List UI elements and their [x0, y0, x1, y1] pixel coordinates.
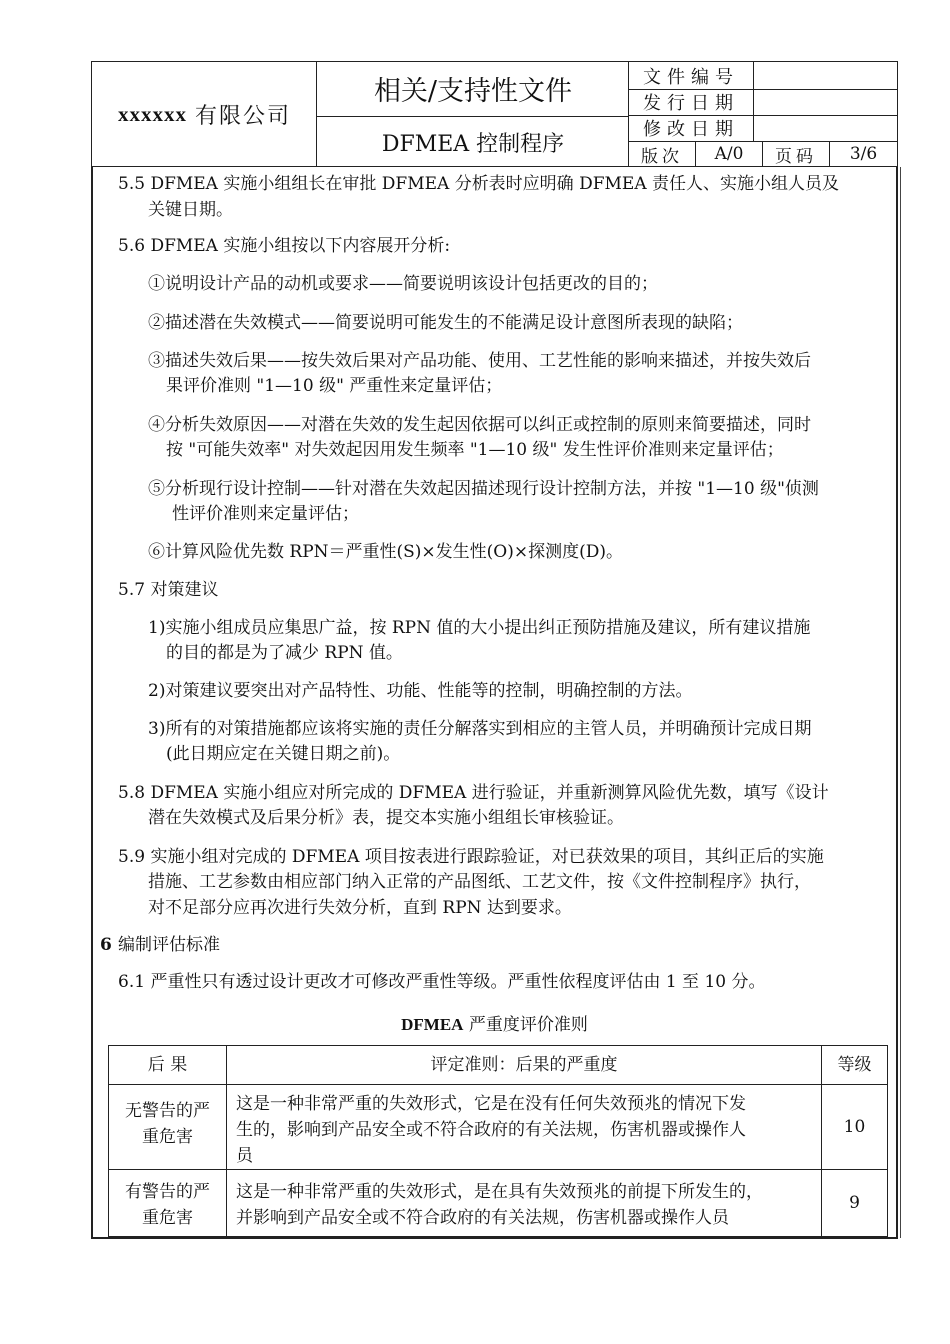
row-1-effect-line2: 重危害: [142, 1127, 193, 1147]
analysis-item-4-line2: 按 "可能失效率" 对失效起因用发生频率 "1—10 级" 发生性评价准则来定量评估；: [166, 440, 784, 460]
doc-type-title: 相关/支持性文件: [373, 75, 573, 107]
page-label: 页码: [775, 146, 817, 167]
revise-date-label: 修改日期: [643, 119, 739, 140]
section-5-5-line2: 关键日期。: [148, 200, 233, 220]
section-5-9-line3: 对不足部分应再次进行失效分析，直到 RPN 达到要求。: [148, 898, 572, 918]
section-5-5-line1: 5.5 DFMEA 实施小组组长在审批 DFMEA 分析表时应明确 DFMEA 责任人、实施小组人员及: [118, 174, 840, 194]
table-row-2-criteria: [236, 1179, 820, 1231]
version-value: A/0: [714, 144, 744, 164]
document-header: [91, 61, 898, 167]
frame-right-border: [896, 167, 898, 1238]
countermeasure-1-line2: 的目的都是为了减少 RPN 值。: [166, 643, 403, 663]
table-row-2-rank: 9: [849, 1193, 860, 1213]
table-row-1-rank: 10: [843, 1117, 866, 1137]
analysis-item-4-line1: ④分析失效原因——对潜在失效的发生起因依据可以纠正或控制的原则来简要描述，同时: [148, 415, 811, 435]
issue-date-value: [754, 89, 897, 115]
table-row-1-effect: [109, 1098, 226, 1150]
frame-bottom-border: [91, 1237, 898, 1239]
analysis-item-5-line1: ⑤分析现行设计控制——针对潜在失效起因描述现行设计控制方法，并按 "1—10 级"侦测: [148, 479, 819, 499]
section-5-8-line2: 潜在失效模式及后果分析》表，提交本实施小组组长审核验证。: [148, 808, 624, 828]
section-5-9-line1: 5.9 实施小组对完成的 DFMEA 项目按表进行跟踪验证，对已获效果的项目，其纠正后的实施: [118, 847, 824, 867]
analysis-item-2: ②描述潜在失效模式——简要说明可能发生的不能满足设计意图所表现的缺陷；: [148, 313, 743, 333]
severity-table-title-rest: 严重度评价准则: [468, 1015, 588, 1035]
version-label: 版次: [641, 146, 683, 167]
row-2-effect-line2: 重危害: [142, 1208, 193, 1228]
file-no-label: 文件编号: [643, 66, 739, 88]
analysis-item-5-line2: 性评价准则来定量评估；: [172, 504, 359, 524]
frame-left-border: [91, 167, 93, 1238]
row-2-effect-line1: 有警告的严: [125, 1182, 210, 1202]
severity-table-title-bold: DFMEA: [401, 1015, 464, 1034]
analysis-item-1: ①说明设计产品的动机或要求——简要说明该设计包括更改的目的；: [148, 274, 658, 294]
procedure-title: DFMEA 控制程序: [381, 131, 565, 157]
section-6-title: 编制评估标准: [118, 935, 220, 955]
row-1-effect-line1: 无警告的严: [125, 1101, 210, 1121]
analysis-item-6: ⑥计算风险优先数 RPN＝严重性(S)×发生性(O)×探测度(D)。: [148, 542, 624, 562]
header-effect: 后 果: [147, 1055, 188, 1075]
section-6-number: 6: [100, 935, 112, 955]
table-row-2-effect: [109, 1179, 226, 1231]
countermeasure-1-line1: 1)实施小组成员应集思广益，按 RPN 值的大小提出纠正预防措施及建议，所有建议措施: [148, 618, 811, 638]
section-5-7: 5.7 对策建议: [118, 580, 219, 600]
severity-table: [108, 1045, 888, 1237]
severity-table-title: [91, 1010, 898, 1035]
row-1-criteria-line3: 员: [236, 1146, 253, 1166]
header-rank: 等级: [837, 1055, 872, 1075]
analysis-item-3-line1: ③描述失效后果——按失效后果对产品功能、使用、工艺性能的影响来描述，并按失效后: [148, 351, 811, 371]
section-5-9-line2: 措施、工艺参数由相应部门纳入正常的产品图纸、工艺文件，按《文件控制程序》执行，: [148, 872, 811, 892]
header-criteria: 评定准则：后果的严重度: [430, 1055, 618, 1075]
row-1-criteria-line1: 这是一种非常严重的失效形式，它是在没有任何失效预兆的情况下发: [236, 1094, 746, 1114]
section-5-6: 5.6 DFMEA 实施小组按以下内容展开分析:: [118, 236, 451, 256]
countermeasure-3-line2: (此日期应定在关键日期之前)。: [166, 744, 401, 764]
row-2-criteria-line1: 这是一种非常严重的失效形式，是在具有失效预兆的前提下所发生的，: [236, 1182, 763, 1202]
company-prefix: xxxxxx: [117, 101, 187, 126]
section-6-1: 6.1 严重性只有透过设计更改才可修改严重性等级。严重性依程度评估由 1 至 10 分。: [118, 972, 766, 992]
table-row-1-criteria: [236, 1091, 820, 1169]
revise-date-value: [754, 115, 897, 141]
file-no-value: [754, 62, 897, 89]
countermeasure-2: 2)对策建议要突出对产品特性、功能、性能等的控制，明确控制的方法。: [148, 681, 693, 701]
analysis-item-3-line2: 果评价准则 "1—10 级" 严重性来定量评估；: [166, 376, 503, 396]
issue-date-label: 发行日期: [643, 93, 739, 114]
frame-right-border-inner: [900, 167, 901, 1238]
page-value: 3/6: [849, 144, 878, 164]
countermeasure-3-line1: 3)所有的对策措施都应该将实施的责任分解落实到相应的主管人员，并明确预计完成日期: [148, 719, 812, 739]
row-1-criteria-line2: 生的，影响到产品安全或不符合政府的有关法规，伤害机器或操作人: [236, 1120, 746, 1140]
company-suffix: 有限公司: [194, 103, 291, 129]
row-2-criteria-line2: 并影响到产品安全或不符合政府的有关法规，伤害机器或操作人员: [236, 1208, 729, 1228]
company-name: [92, 62, 317, 166]
section-5-8-line1: 5.8 DFMEA 实施小组应对所完成的 DFMEA 进行验证，并重新测算风险优先数，填写《设计: [118, 783, 829, 803]
